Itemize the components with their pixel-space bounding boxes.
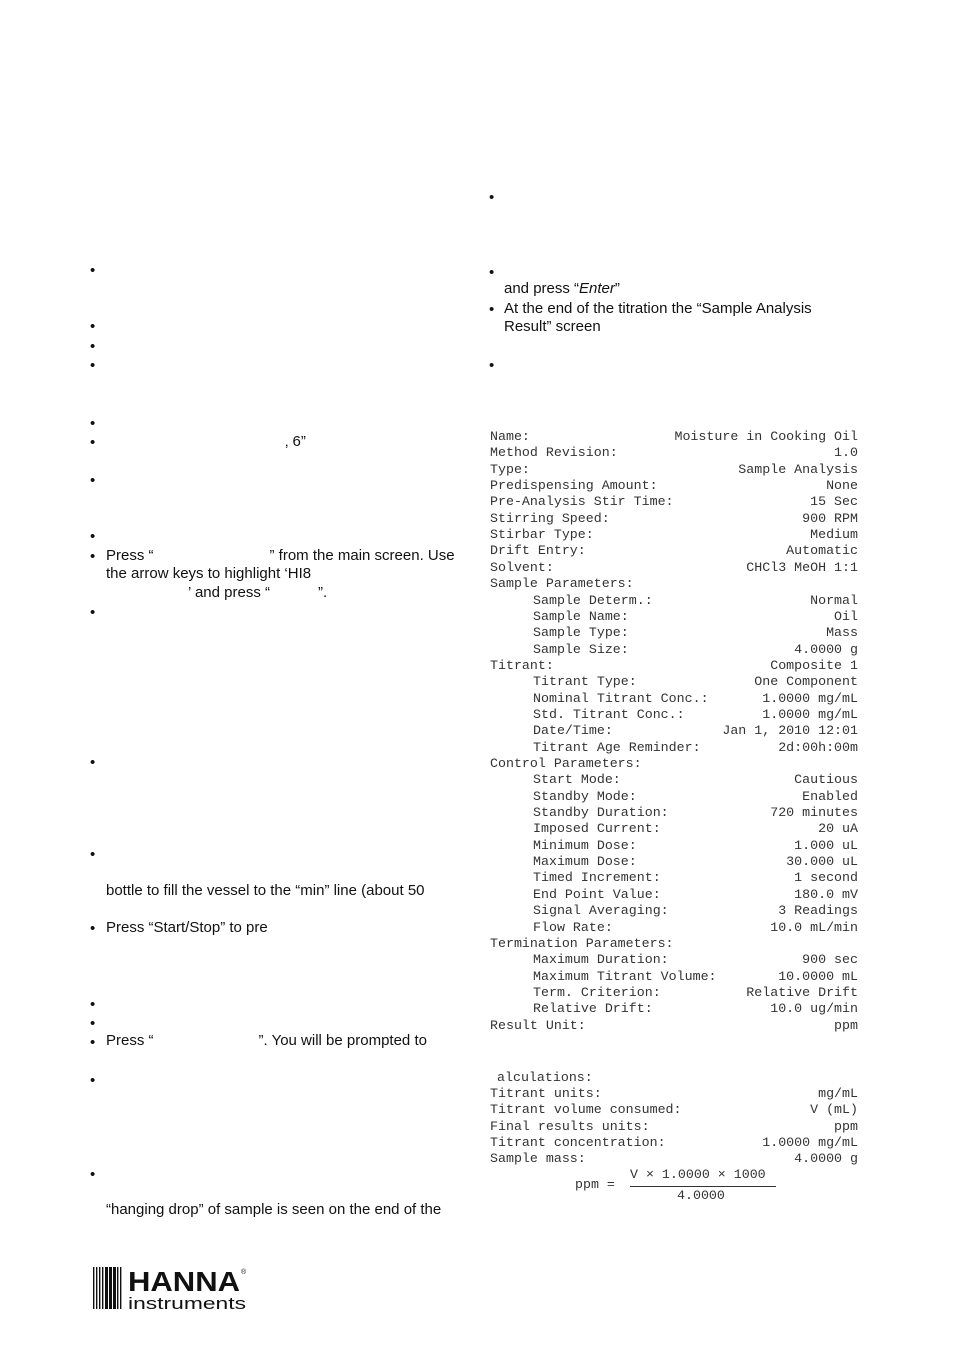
paragraph-prompted: Press “ ”. You will be prompted to bbox=[106, 1032, 427, 1049]
calculation-key: Final results units: bbox=[490, 1118, 650, 1134]
parameter-value: 15 Sec bbox=[810, 494, 858, 510]
parameter-value: ppm bbox=[834, 1017, 858, 1033]
formula-lhs: ppm = bbox=[575, 1177, 615, 1192]
parameter-row bbox=[490, 462, 858, 478]
parameter-row bbox=[490, 560, 858, 576]
bullet-5: • bbox=[90, 415, 96, 432]
bullet-r1: • bbox=[489, 189, 495, 206]
formula-fraction-bar bbox=[630, 1186, 776, 1187]
parameter-row bbox=[490, 985, 858, 1001]
bullet-17: • bbox=[90, 1072, 96, 1089]
parameter-value: Medium bbox=[810, 527, 858, 543]
parameter-row bbox=[490, 642, 858, 658]
parameter-key: Nominal Titrant Conc.: bbox=[533, 690, 709, 706]
calculation-row bbox=[490, 1102, 858, 1118]
parameter-value: Enabled bbox=[802, 788, 858, 804]
paragraph-hanging-drop: “hanging drop” of sample is seen on the end of the bbox=[106, 1201, 442, 1218]
parameter-value: Composite 1 bbox=[770, 657, 858, 673]
parameter-key: Start Mode: bbox=[533, 772, 621, 788]
parameter-value: 1.0 bbox=[834, 445, 858, 461]
parameter-key: Maximum Duration: bbox=[533, 952, 669, 968]
logo-registered-mark: ® bbox=[241, 1269, 247, 1276]
parameter-row bbox=[490, 625, 858, 641]
parameter-value: 180.0 mV bbox=[794, 886, 858, 902]
parameter-value: 10.0000 mL bbox=[778, 968, 858, 984]
parameter-value: 900 sec bbox=[802, 952, 858, 968]
paragraph-press-menu: Press “ ” from the main screen. Use bbox=[106, 547, 455, 564]
parameter-key: Maximum Dose: bbox=[533, 854, 637, 870]
parameter-row bbox=[490, 707, 858, 723]
parameter-row bbox=[490, 740, 858, 756]
parameter-key: Sample Type: bbox=[533, 625, 629, 641]
bullet-9: • bbox=[90, 548, 96, 565]
parameter-value: CHCl3 MeOH 1:1 bbox=[746, 559, 858, 575]
parameter-value: 20 uA bbox=[818, 821, 858, 837]
parameter-key: Method Revision: bbox=[490, 445, 618, 461]
bullet-7: • bbox=[90, 472, 96, 489]
parameter-row bbox=[490, 903, 858, 919]
parameter-row bbox=[490, 772, 858, 788]
bullet-2: • bbox=[90, 318, 96, 335]
bullet-11: • bbox=[90, 754, 96, 771]
parameter-value: Cautious bbox=[794, 772, 858, 788]
parameter-row bbox=[490, 1018, 858, 1034]
parameter-row bbox=[490, 576, 858, 592]
parameter-key: End Point Value: bbox=[533, 886, 661, 902]
parameter-key: Name: bbox=[490, 429, 530, 444]
parameter-value: Mass bbox=[826, 625, 858, 641]
parameter-row bbox=[490, 1001, 858, 1017]
parameter-key: Minimum Dose: bbox=[533, 837, 637, 853]
parameter-key: Sample Size: bbox=[533, 641, 629, 657]
parameter-value: 10.0 ug/min bbox=[770, 1001, 858, 1017]
parameter-value: 4.0000 g bbox=[794, 641, 858, 657]
parameter-key: Sample Name: bbox=[533, 608, 629, 624]
parameter-key: Solvent: bbox=[490, 559, 554, 575]
parameter-value: Automatic bbox=[786, 543, 858, 559]
bullet-3: • bbox=[90, 338, 96, 355]
bullet-8: • bbox=[90, 528, 96, 545]
parameter-row bbox=[490, 969, 858, 985]
bullet-6: • bbox=[90, 434, 96, 451]
parameter-key: Date/Time: bbox=[533, 723, 613, 739]
calculation-key: Titrant concentration: bbox=[490, 1135, 666, 1151]
parameter-key: Timed Increment: bbox=[533, 870, 661, 886]
bullet-15: • bbox=[90, 1015, 96, 1032]
parameter-value: 3 Readings bbox=[778, 903, 858, 919]
parameter-key: Titrant Type: bbox=[533, 674, 637, 690]
parameter-row bbox=[490, 593, 858, 609]
parameter-value: 30.000 uL bbox=[786, 854, 858, 870]
bullet-r3: • bbox=[489, 301, 495, 318]
parameter-value: 1.0000 mg/mL bbox=[762, 690, 858, 706]
calculation-row bbox=[490, 1135, 858, 1151]
parameter-key: Flow Rate: bbox=[533, 919, 613, 935]
paragraph-press-menu-line3: ’ and press “ ”. bbox=[188, 584, 328, 601]
parameter-row bbox=[490, 527, 858, 543]
parameter-row bbox=[490, 511, 858, 527]
calculation-key: Sample mass: bbox=[490, 1151, 586, 1167]
calculation-value: 4.0000 g bbox=[794, 1151, 858, 1167]
hanna-instruments-logo bbox=[92, 1264, 252, 1312]
bullet-1: • bbox=[90, 262, 96, 279]
parameter-row bbox=[490, 870, 858, 886]
bullet-r4: • bbox=[489, 357, 495, 374]
parameter-key: Signal Averaging: bbox=[533, 903, 669, 919]
parameter-row bbox=[490, 674, 858, 690]
formula-denominator: 4.0000 bbox=[677, 1188, 725, 1203]
parameter-value: Moisture in Cooking Oil bbox=[674, 429, 858, 444]
bullet-r2: • bbox=[489, 264, 495, 281]
parameter-value: Sample Analysis bbox=[738, 461, 858, 477]
parameter-key: Drift Entry: bbox=[490, 543, 586, 559]
parameter-row bbox=[490, 658, 858, 674]
paragraph-enter: and press “Enter” bbox=[504, 280, 620, 297]
parameter-key: Titrant Age Reminder: bbox=[533, 739, 701, 755]
calculation-value: mg/mL bbox=[818, 1086, 858, 1101]
parameter-row bbox=[490, 805, 858, 821]
parameter-row bbox=[490, 952, 858, 968]
parameter-key: Standby Mode: bbox=[533, 788, 637, 804]
parameter-value: 1.000 uL bbox=[794, 837, 858, 853]
parameter-value: None bbox=[826, 478, 858, 494]
bullet-4: • bbox=[90, 357, 96, 374]
parameter-row bbox=[490, 854, 858, 870]
bullet-16: • bbox=[90, 1034, 96, 1051]
parameter-key: Titrant: bbox=[490, 657, 554, 673]
parameter-row bbox=[490, 821, 858, 837]
parameter-value: Jan 1, 2010 12:01 bbox=[722, 723, 858, 739]
parameter-key: Stirring Speed: bbox=[490, 510, 610, 526]
parameter-row bbox=[490, 445, 858, 461]
parameter-value: 1 second bbox=[794, 870, 858, 886]
logo-brand-text: HANNA bbox=[128, 1266, 240, 1297]
paragraph-six: ‚ 6” bbox=[285, 433, 306, 450]
calculation-key: Titrant units: bbox=[490, 1086, 602, 1101]
calculation-row bbox=[490, 1086, 858, 1102]
bullet-10: • bbox=[90, 604, 96, 621]
paragraph-press-menu-line2: the arrow keys to highlight ‘HI8 bbox=[106, 565, 312, 582]
parameter-row bbox=[490, 429, 858, 445]
parameter-row bbox=[490, 691, 858, 707]
parameter-key: Imposed Current: bbox=[533, 821, 661, 837]
parameter-value: One Component bbox=[754, 674, 858, 690]
parameter-row bbox=[490, 723, 858, 739]
parameter-key: Type: bbox=[490, 461, 530, 477]
calculation-value: V (mL) bbox=[810, 1102, 858, 1118]
calculation-row bbox=[490, 1151, 858, 1167]
paragraph-result-line1: At the end of the titration the “Sample Analysis bbox=[504, 300, 812, 317]
bullet-13: • bbox=[90, 920, 96, 937]
logo-sub-text: instruments bbox=[128, 1294, 246, 1312]
parameter-key: Relative Drift: bbox=[533, 1001, 653, 1017]
parameter-key: Result Unit: bbox=[490, 1017, 586, 1033]
parameter-key: Maximum Titrant Volume: bbox=[533, 968, 717, 984]
parameter-value: 2d:00h:00m bbox=[778, 739, 858, 755]
parameter-value: 1.0000 mg/mL bbox=[762, 706, 858, 722]
parameter-key: Stirbar Type: bbox=[490, 527, 594, 543]
calculation-value: ppm bbox=[834, 1118, 858, 1134]
parameter-row bbox=[490, 920, 858, 936]
parameter-row bbox=[490, 543, 858, 559]
parameter-key: Control Parameters: bbox=[490, 756, 642, 771]
parameter-row bbox=[490, 609, 858, 625]
calculations-heading: alculations: bbox=[497, 1070, 593, 1085]
formula-numerator: V × 1.0000 × 1000 bbox=[630, 1167, 766, 1182]
parameter-key: Sample Parameters: bbox=[490, 576, 634, 592]
parameter-value: Relative Drift bbox=[746, 984, 858, 1000]
parameter-value: Normal bbox=[810, 592, 858, 608]
parameter-row bbox=[490, 478, 858, 494]
paragraph-start-stop: Press “Start/Stop” to pre bbox=[106, 919, 268, 936]
bullet-18: • bbox=[90, 1166, 96, 1183]
calculation-row bbox=[490, 1119, 858, 1135]
parameter-value: 720 minutes bbox=[770, 805, 858, 821]
bullet-12: • bbox=[90, 846, 96, 863]
parameter-row bbox=[490, 756, 858, 772]
parameter-key: Pre-Analysis Stir Time: bbox=[490, 494, 674, 510]
calculation-key: Titrant volume consumed: bbox=[490, 1102, 682, 1118]
ppm-formula bbox=[575, 1167, 780, 1207]
parameter-key: Standby Duration: bbox=[533, 805, 669, 821]
bullet-14: • bbox=[90, 996, 96, 1013]
parameter-row bbox=[490, 838, 858, 854]
paragraph-bottle: bottle to fill the vessel to the “min” line (about 50 bbox=[106, 882, 425, 899]
parameter-row bbox=[490, 887, 858, 903]
paragraph-result-line2: Result” screen bbox=[504, 318, 601, 335]
parameter-key: Sample Determ.: bbox=[533, 592, 653, 608]
parameter-value: Oil bbox=[834, 608, 858, 624]
calculation-value: 1.0000 mg/mL bbox=[762, 1135, 858, 1151]
parameter-key: Termination Parameters: bbox=[490, 935, 674, 951]
parameter-key: Predispensing Amount: bbox=[490, 478, 658, 494]
parameter-key: Term. Criterion: bbox=[533, 984, 661, 1000]
parameter-row bbox=[490, 494, 858, 510]
parameter-row bbox=[490, 789, 858, 805]
parameter-value: 10.0 mL/min bbox=[770, 919, 858, 935]
parameter-row bbox=[490, 936, 858, 952]
parameter-value: 900 RPM bbox=[802, 510, 858, 526]
parameter-key: Std. Titrant Conc.: bbox=[533, 706, 685, 722]
